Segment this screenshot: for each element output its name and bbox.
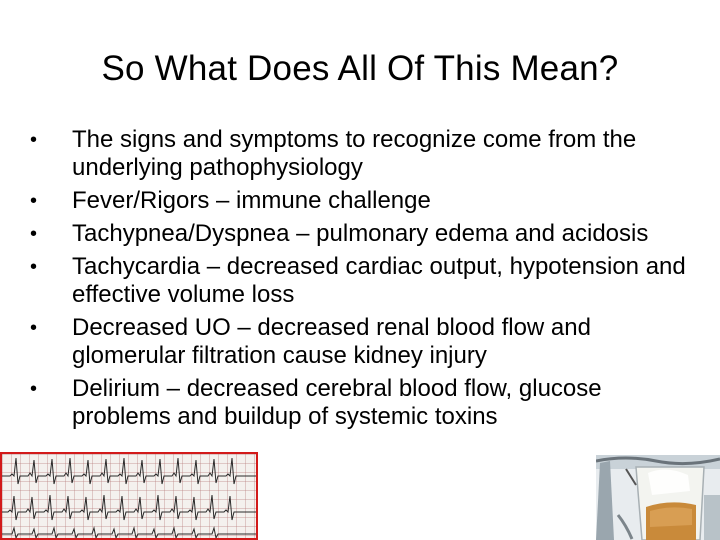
bullet-text: Decreased UO – decreased renal blood flow and glomerular filtration cause kidney injury [72, 314, 591, 369]
bullet-item [30, 314, 690, 370]
urine-bag-graphic [596, 455, 720, 540]
bullet-item [30, 220, 690, 248]
bullet-marker: • [30, 317, 38, 339]
bullet-item [30, 126, 690, 182]
bullet-text: Fever/Rigors – immune challenge [72, 187, 431, 214]
ecg-strip-image [0, 452, 258, 540]
slide-title: So What Does All Of This Mean? [101, 49, 619, 88]
bullet-marker: • [30, 223, 38, 245]
bullet-marker: • [30, 190, 38, 212]
bullet-text: Delirium – decreased cerebral blood flow, glucose problems and buildup of systemic toxins [72, 375, 602, 430]
bullet-text: The signs and symptoms to recognize come from the underlying pathophysiology [72, 126, 637, 181]
bullet-list [30, 126, 690, 436]
bullet-marker: • [30, 256, 38, 278]
bullet-marker: • [30, 378, 38, 400]
bullet-marker: • [30, 129, 38, 151]
bullet-item [30, 187, 690, 215]
bullet-item [30, 253, 690, 309]
bullet-text: Tachypnea/Dyspnea – pulmonary edema and acidosis [72, 220, 649, 247]
urine-collection-bag-image [596, 455, 720, 540]
bullet-text: Tachycardia – decreased cardiac output, hypotension and effective volume loss [72, 253, 686, 308]
ecg-trace-graphic [2, 454, 256, 538]
bullet-item [30, 375, 690, 431]
